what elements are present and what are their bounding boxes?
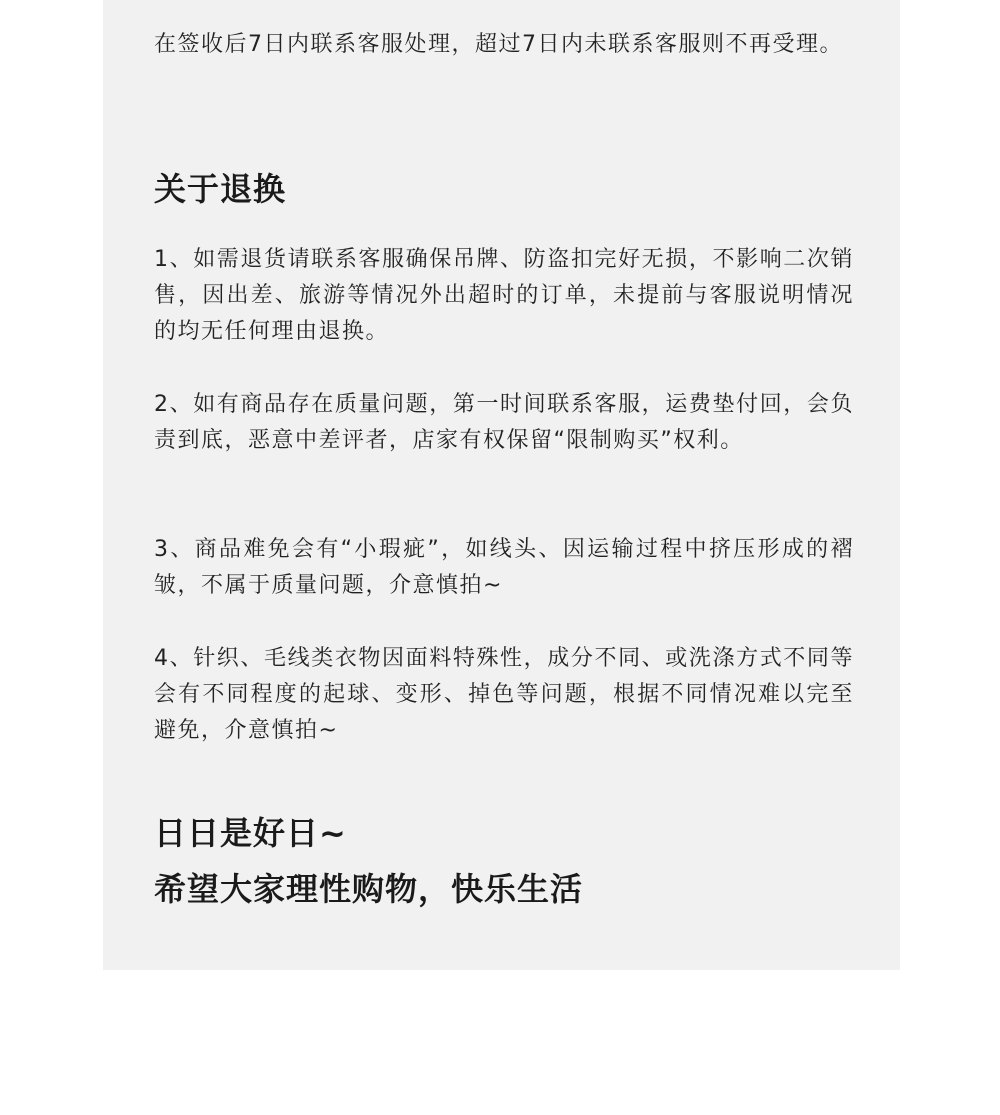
policy-item-1: 1、如需退货请联系客服确保吊牌、防盗扣完好无损，不影响二次销售，因出差、旅游等情况外出超时的订单，未提前与客服说明情况的均无任何理由退换。: [154, 247, 854, 344]
closing-line-1: 日日是好日~: [154, 814, 347, 852]
policy-item-2: 2、如有商品存在质量问题，第一时间联系客服，运费垫付回，会负责到底，恶意中差评者，店家有权保留“限制购买”权利。: [154, 392, 854, 453]
policy-item-4: 4、针织、毛线类衣物因面料特殊性，成分不同、或洗涤方式不同等会有不同程度的起球、变形、掉色等问题，根据不同情况难以完至避免，介意慎拍~: [154, 646, 854, 743]
closing-line-2: 希望大家理性购物，快乐生活: [154, 870, 584, 908]
intro-paragraph: 在签收后7日内联系客服处理，超过7日内未联系客服则不再受理。: [154, 32, 843, 57]
policy-item-3: 3、商品难免会有“小瑕疵”，如线头、因运输过程中挤压形成的褶皱，不属于质量问题，介意慎拍~: [154, 537, 854, 598]
section-title-returns: 关于退换: [154, 170, 287, 208]
